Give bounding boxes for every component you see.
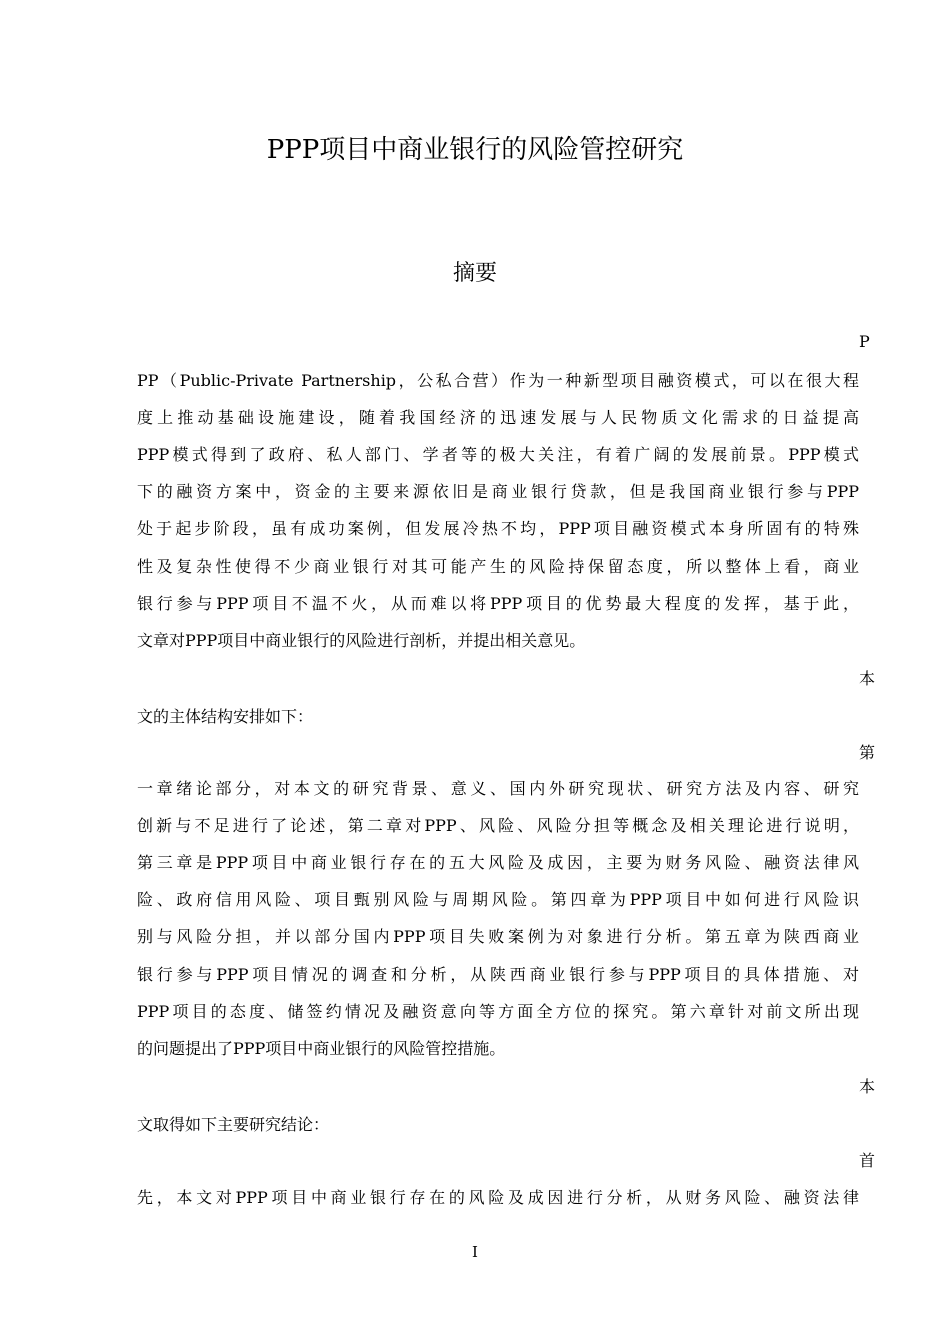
text-line: 度上推动基础设施建设，随着我国经济的迅速发展与人民物质文化需求的日益提高 [137, 408, 859, 427]
text-line: PPP项目的态度、储签约情况及融资意向等方面全方位的探究。第六章针对前文所出现 [137, 1002, 859, 1021]
text-line: PP（Public-Private Partnership，公私合营）作为一种新型项目融资模式，可以在很大程 [137, 371, 859, 390]
text-line: 险、政府信用风险、项目甄别风险与周期风险。第四章为PPP项目中如何进行风险识 [137, 890, 859, 909]
paragraph-first-char: 本 [859, 669, 876, 688]
text-line: 先，本文对PPP项目中商业银行存在的风险及成因进行分析，从财务风险、融资法律 [137, 1188, 859, 1207]
text-line: 处于起步阶段，虽有成功案例，但发展冷热不均，PPP项目融资模式本身所固有的特殊 [137, 519, 859, 538]
text-line: 文的主体结构安排如下： [137, 707, 314, 726]
page-number: I [472, 1243, 478, 1261]
text-line: 的问题提出了PPP项目中商业银行的风险管控措施。 [137, 1039, 506, 1058]
text-line: 下的融资方案中，资金的主要来源依旧是商业银行贷款，但是我国商业银行参与PPP [137, 482, 859, 501]
text-line: 性及复杂性使得不少商业银行对其可能产生的风险持保留态度，所以整体上看，商业 [137, 557, 859, 576]
text-line: 一章绪论部分，对本文的研究背景、意义、国内外研究现状、研究方法及内容、研究 [137, 779, 859, 798]
text-line: 文取得如下主要研究结论： [137, 1115, 330, 1134]
paragraph-first-char: 本 [859, 1077, 876, 1096]
abstract-heading: 摘要 [452, 261, 497, 286]
text-line: 别与风险分担，并以部分国内PPP项目失败案例为对象进行分析。第五章为陕西商业 [137, 927, 859, 946]
text-line: 银行参与PPP项目不温不火，从而难以将PPP项目的优势最大程度的发挥，基于此， [137, 594, 859, 613]
text-line: 创新与不足进行了论述，第二章对PPP、风险、风险分担等概念及相关理论进行说明， [137, 816, 859, 835]
text-line: PPP模式得到了政府、私人部门、学者等的极大关注，有着广阔的发展前景。PPP模式 [137, 445, 859, 464]
text-line: 银行参与PPP项目情况的调查和分析，从陕西商业银行参与PPP项目的具体措施、对 [137, 965, 859, 984]
paragraph-first-char: P [859, 332, 870, 351]
paragraph-first-char: 第 [859, 743, 876, 762]
document-title: PPP项目中商业银行的风险管控研究 [266, 135, 684, 165]
text-line: 第三章是PPP项目中商业银行存在的五大风险及成因，主要为财务风险、融资法律风 [137, 853, 859, 872]
text-line: 文章对PPP项目中商业银行的风险进行剖析，并提出相关意见。 [137, 631, 586, 650]
paragraph-first-char: 首 [859, 1151, 876, 1170]
